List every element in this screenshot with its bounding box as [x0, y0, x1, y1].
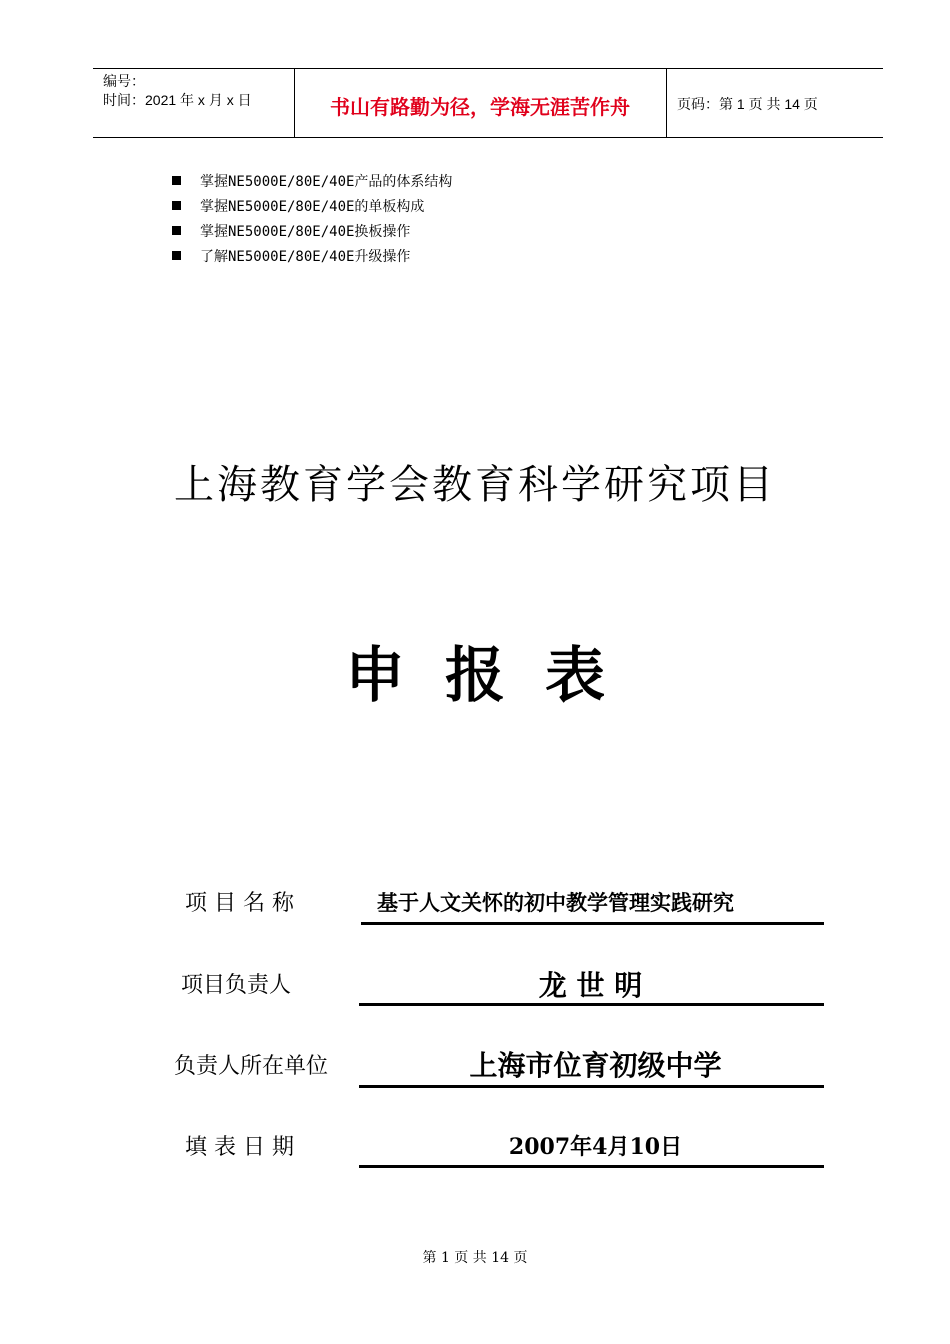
page-header [93, 68, 883, 138]
list-item: 掌握NE5000E/80E/40E的单板构成 [172, 193, 452, 218]
time-label: 时间：2021 年 x 月 x 日 [103, 92, 252, 108]
list-item: 了解NE5000E/80E/40E升级操作 [172, 243, 452, 268]
fill-date-label: 填 表 日 期 [185, 1135, 294, 1160]
header-page-info: 页码：第 1 页 共 14 页 [677, 96, 818, 112]
objectives-list [172, 168, 452, 268]
underline [359, 1165, 824, 1168]
project-leader-value: 龙 世 明 [538, 969, 643, 1002]
leader-unit-label: 负责人所在单位 [174, 1054, 329, 1079]
list-item: 掌握NE5000E/80E/40E换板操作 [172, 218, 452, 243]
leader-unit-value: 上海市位育初级中学 [469, 1049, 722, 1082]
square-bullet-icon [172, 176, 181, 185]
square-bullet-icon [172, 201, 181, 210]
project-name-value: 基于人文关怀的初中教学管理实践研究 [377, 890, 734, 915]
underline [361, 922, 824, 925]
page-footer: 第 1 页 共 14 页 [422, 1250, 528, 1266]
serial-label: 编号： [103, 73, 145, 89]
project-name-label: 项 目 名 称 [185, 891, 294, 916]
header-middle-cell [294, 69, 667, 137]
header-motto: 书山有路勤为径，学海无涯苦作舟 [330, 95, 630, 119]
square-bullet-icon [172, 251, 181, 260]
document-subtitle: 申报表 [345, 641, 645, 711]
project-leader-label: 项目负责人 [181, 973, 292, 998]
square-bullet-icon [172, 226, 181, 235]
fill-date-value: 2007年4月10日 [508, 1134, 683, 1160]
list-item: 掌握NE5000E/80E/40E产品的体系结构 [172, 168, 452, 193]
document-title: 上海教育学会教育科学研究项目 [174, 462, 776, 508]
header-left-cell [93, 69, 295, 137]
underline [359, 1085, 824, 1088]
header-right-cell [667, 69, 883, 137]
underline [359, 1003, 824, 1006]
